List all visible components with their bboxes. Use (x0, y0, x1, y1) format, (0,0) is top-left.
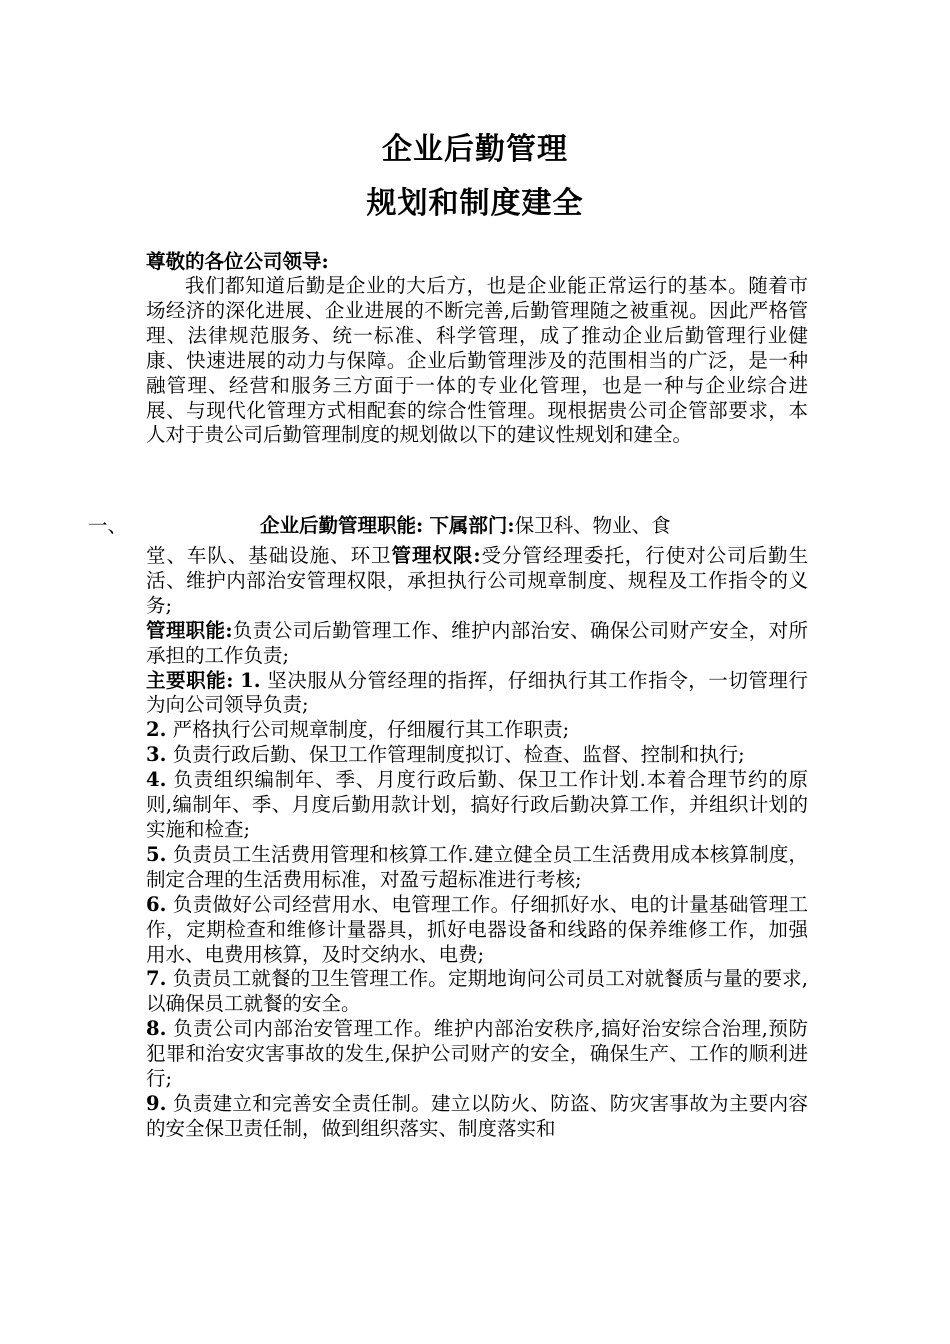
duty-item-2 (146, 718, 808, 743)
duty-text: 严格执行公司规章制度，仔细履行其工作职责; (172, 718, 570, 742)
duty-item-7 (146, 967, 808, 1017)
intro-text: 我们都知道后勤是企业的大后方，也是企业能正常运行的基本。随着市场经济的深化进展、企业进展的不断完善,后勤管理随之被重视。因此严格管理、法律规范服务、统一标准、科学管理，成了推动企业后勤管理行业健康、快速进展的动力与保障。企业后勤管理涉及的范围相当的广泛，是一种融管理、经营和服务三方面于一体的专业化管理，也是一种与企业综合进展、与现代化管理方式相配套的综合性管理。现根据贵公司企管部要求，本人对于贵公司后勤管理制度的规划做以下的建议性规划和建全。 (146, 274, 808, 447)
duty-text: 负责行政后勤、保卫工作管理制度拟订、检查、监督、控制和执行; (172, 743, 745, 767)
duty-item-1 (146, 669, 808, 719)
duty-item-5 (146, 843, 808, 893)
duty-text: 负责公司内部治安管理工作。维护内部治安秩序,搞好治安综合治理,预防犯罪和治安灾害事故的发生,保护公司财产的安全，确保生产、工作的顺利进行; (146, 1017, 808, 1091)
dept-text-first: 保卫科、物业、食 (514, 514, 671, 537)
duty-text: 负责组织编制年、季、月度行政后勤、保卫工作计划.本着合理节约的原则,编制年、季、月度后勤用款计划，搞好行政后勤决算工作，并组织计划的实施和检查; (146, 768, 809, 841)
duty-item-8 (146, 1017, 808, 1092)
duty-number: 6. (146, 892, 167, 916)
duty-text: 负责建立和完善安全责任制。建立以防火、防盗、防灾害事故为主要内容的安全保卫责任制，做到组织落实、制度落实和 (146, 1091, 808, 1140)
duty-text: 负责做好公司经营用水、电管理工作。仔细抓好水、电的计量基础管理工作，定期检查和维修计量器具，抓好电器设备和线路的保养维修工作，加强用水、电费用核算，及时交纳水、电费; (146, 892, 808, 966)
duty-number: 3. (146, 743, 167, 767)
section-number: 一、 (88, 514, 128, 537)
dept-text-rest: 堂、车队、基础设施、环卫 (146, 544, 392, 567)
section-heading-line (260, 513, 808, 539)
function-paragraph (146, 619, 808, 669)
duty-number: 8. (146, 1017, 167, 1041)
dept-label: 下属部门: (429, 514, 515, 537)
intro-paragraph (146, 274, 808, 448)
duty-item-3 (146, 743, 808, 768)
duty-number: 7. (146, 967, 167, 991)
function-label: 管理职能: (146, 618, 233, 642)
salutation: 尊敬的各位公司领导: (146, 250, 329, 273)
document-title-line2: 规划和制度建全 (366, 186, 584, 221)
duty-number: 5. (146, 842, 167, 866)
duties-label: 主要职能: (146, 668, 234, 692)
duty-text: 负责员工就餐的卫生管理工作。定期地询问公司员工对就餐质与量的要求,以确保员工就餐的安全。 (146, 967, 808, 1016)
duty-text: 负责员工生活费用管理和核算工作.建立健全员工生活费用成本核算制度，制定合理的生活费用标准，对盈亏超标准进行考核; (146, 842, 808, 891)
duty-number: 9. (146, 1091, 167, 1115)
duty-text: 坚决服从分管经理的指挥，仔细执行其工作指令，一切管理行为向公司领导负责; (146, 668, 808, 717)
duty-item-6 (146, 893, 808, 968)
function-text: 负责公司后勤管理工作、维护内部治安、确保公司财产安全，对所承担的工作负责; (146, 618, 808, 667)
duty-item-4 (146, 768, 808, 843)
duty-number: 2. (146, 718, 167, 742)
section-heading: 企业后勤管理职能: (260, 514, 424, 537)
section-body (146, 544, 808, 1142)
authority-label: 管理权限: (391, 544, 481, 567)
dept-authority-paragraph (146, 544, 808, 619)
duty-number: 1. (240, 668, 261, 692)
document-title-line1: 企业后勤管理 (382, 132, 568, 167)
authority-text: 受分管经理委托，行使对公司后勤生活、维护内部治安管理权限，承担执行公司规章制度、规程及工作指令的义务; (146, 544, 808, 617)
duty-number: 4. (146, 768, 167, 792)
duty-item-9 (146, 1092, 808, 1142)
